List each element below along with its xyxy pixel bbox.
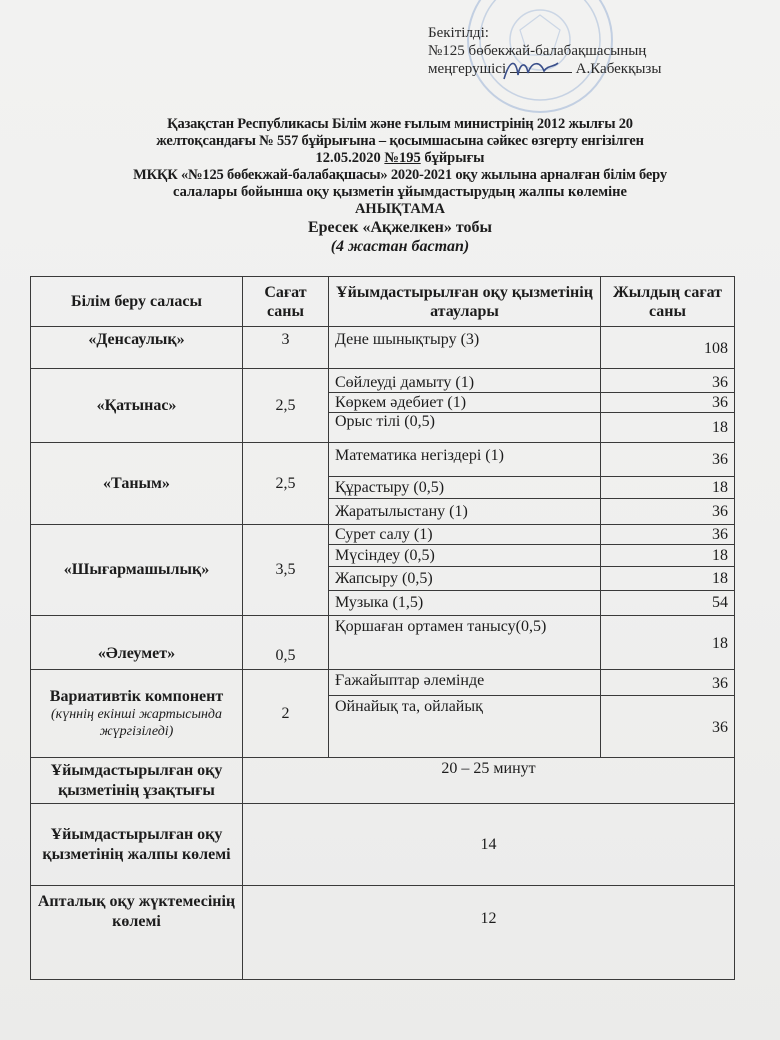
signature-line bbox=[510, 72, 572, 73]
yearly-hours: 54 bbox=[601, 591, 735, 616]
header-line-2: желтоқсандағы № 557 бұйрығына – қосымшасына сәйкес өзгерту енгізілген bbox=[156, 133, 644, 149]
summary-value: 12 bbox=[243, 886, 735, 980]
summary-row bbox=[31, 804, 735, 886]
document-header bbox=[90, 116, 710, 255]
area-hours: 2,5 bbox=[243, 443, 329, 525]
order-suffix: бұйрығы bbox=[420, 150, 485, 166]
header-line-5: салалары бойынша оқу қызметін ұйымдастырудың жалпы көлеміне bbox=[173, 184, 627, 200]
age-group: (4 жастан бастап) bbox=[330, 238, 470, 255]
table-row bbox=[31, 670, 735, 696]
activity-name: Құрастыру (0,5) bbox=[329, 477, 601, 499]
activity-name: Дене шынықтыру (3) bbox=[329, 327, 601, 369]
summary-value: 14 bbox=[243, 804, 735, 886]
order-date: 12.05.2020 bbox=[315, 150, 385, 166]
area-name: «Шығармашылық» bbox=[31, 525, 243, 616]
activity-name: Сурет салу (1) bbox=[329, 525, 601, 545]
yearly-hours: 36 bbox=[601, 443, 735, 477]
yearly-hours: 36 bbox=[601, 525, 735, 545]
approval-name: А.Кабекқызы bbox=[575, 61, 662, 77]
header-line-3 bbox=[90, 150, 710, 167]
header-line-4: МКҚК «№125 бөбекжай-балабақшасы» 2020-2021 оқу жылына арналған білім беру bbox=[133, 167, 667, 183]
activity-name: Орыс тілі (0,5) bbox=[329, 413, 601, 443]
area-hours: 3 bbox=[243, 327, 329, 369]
activity-name: Музыка (1,5) bbox=[329, 591, 601, 616]
table-row bbox=[31, 616, 735, 670]
activity-name: Сөйлеуді дамыту (1) bbox=[329, 369, 601, 393]
document-title: АНЫҚТАМА bbox=[354, 201, 446, 217]
header-activities: Ұйымдастырылған оқу қызметінің атаулары bbox=[329, 277, 601, 327]
area-name: «Таным» bbox=[31, 443, 243, 525]
area-name: «Әлеумет» bbox=[31, 616, 243, 670]
table-row bbox=[31, 369, 735, 393]
table-row bbox=[31, 443, 735, 477]
summary-row bbox=[31, 758, 735, 804]
curriculum-table bbox=[30, 276, 735, 980]
area-hours: 3,5 bbox=[243, 525, 329, 616]
table-row bbox=[31, 525, 735, 545]
yearly-hours: 18 bbox=[601, 413, 735, 443]
table-row bbox=[31, 327, 735, 369]
area-name: «Денсаулық» bbox=[31, 327, 243, 369]
area-hours: 2,5 bbox=[243, 369, 329, 443]
activity-name: Ғажайыптар әлемінде bbox=[329, 670, 601, 696]
activity-name: Көркем әдебиет (1) bbox=[329, 393, 601, 413]
summary-label: Ұйымдастырылған оқу қызметінің ұзақтығы bbox=[31, 758, 243, 804]
area-note: (күннің екінші жартысында жүргізіледі) bbox=[51, 707, 222, 739]
yearly-hours: 18 bbox=[601, 616, 735, 670]
group-name: Ересек «Ақжелкен» тобы bbox=[307, 219, 492, 236]
yearly-hours: 36 bbox=[601, 499, 735, 525]
header-hours: Сағат саны bbox=[243, 277, 329, 327]
approval-organization: №125 бөбекжай-балабақшасының bbox=[428, 43, 647, 59]
activity-name: Математика негіздері (1) bbox=[329, 443, 601, 477]
summary-row bbox=[31, 886, 735, 980]
approval-block bbox=[428, 24, 661, 78]
activity-name: Мүсіндеу (0,5) bbox=[329, 545, 601, 567]
yearly-hours: 18 bbox=[601, 567, 735, 591]
summary-label: Апталық оқу жүктемесінің көлемі bbox=[31, 886, 243, 980]
yearly-hours: 36 bbox=[601, 393, 735, 413]
yearly-hours: 36 bbox=[601, 369, 735, 393]
area-hours: 0,5 bbox=[243, 616, 329, 670]
variable-component-cell bbox=[31, 670, 243, 758]
activity-name: Ойнайық та, ойлайық bbox=[329, 696, 601, 758]
approval-signer bbox=[428, 60, 661, 78]
yearly-hours: 108 bbox=[601, 327, 735, 369]
table-header-row bbox=[31, 277, 735, 327]
yearly-hours: 36 bbox=[601, 670, 735, 696]
activity-name: Қоршаған ортамен танысу(0,5) bbox=[329, 616, 601, 670]
approval-title: Бекітілді: bbox=[428, 25, 489, 41]
activity-name: Жаратылыстану (1) bbox=[329, 499, 601, 525]
summary-label: Ұйымдастырылған оқу қызметінің жалпы көлемі bbox=[31, 804, 243, 886]
approval-position: меңгерушісі bbox=[428, 61, 507, 77]
area-name: Вариативтік компонент bbox=[49, 688, 224, 705]
header-area: Білім беру саласы bbox=[31, 277, 243, 327]
yearly-hours: 36 bbox=[601, 696, 735, 758]
yearly-hours: 18 bbox=[601, 477, 735, 499]
header-yearly: Жылдың сағат саны bbox=[601, 277, 735, 327]
yearly-hours: 18 bbox=[601, 545, 735, 567]
area-name: «Қатынас» bbox=[31, 369, 243, 443]
area-hours: 2 bbox=[243, 670, 329, 758]
header-line-1: Қазақстан Республикасы Білім және ғылым министрінің 2012 жылғы 20 bbox=[167, 116, 633, 132]
summary-value: 20 – 25 минут bbox=[243, 758, 735, 804]
order-number: №195 bbox=[384, 150, 421, 166]
activity-name: Жапсыру (0,5) bbox=[329, 567, 601, 591]
